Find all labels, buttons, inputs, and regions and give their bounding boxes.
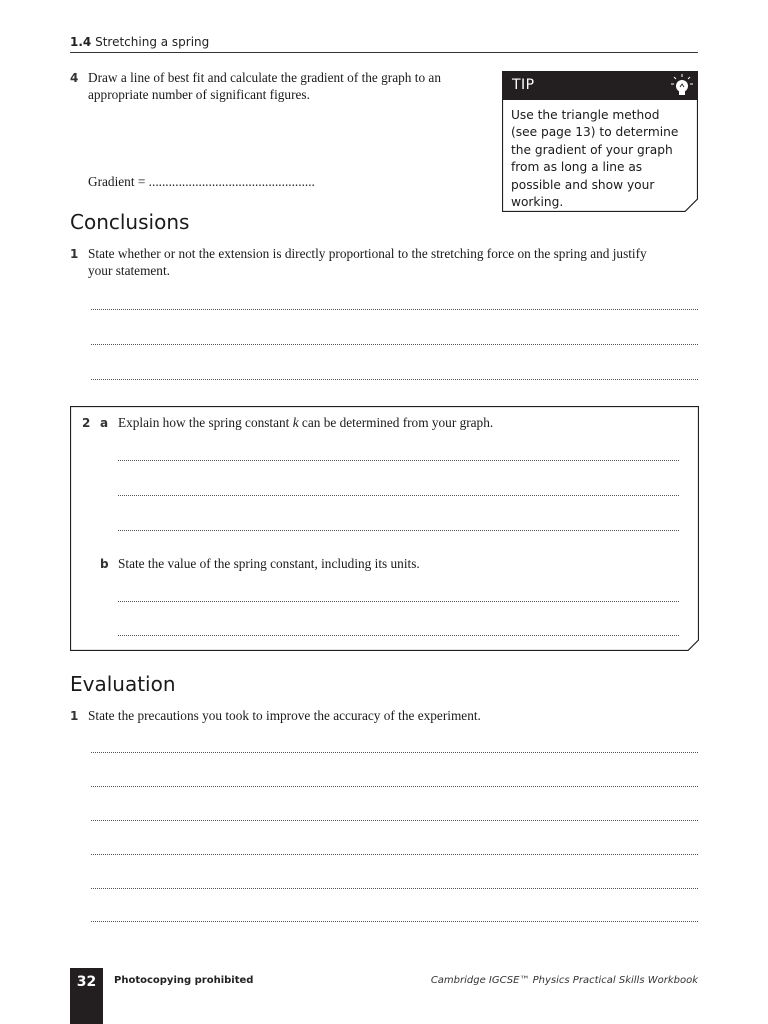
tip-line: (see page 13) to determine [511,125,679,140]
question-2a-text-after: can be determined from your graph. [298,415,494,430]
answer-line[interactable] [91,854,698,855]
section-number: 1.4 [70,35,92,49]
tip-line: working. [511,195,564,210]
page-number: 32 [76,974,97,990]
page-number-tab [70,968,103,1024]
header-divider [70,52,698,53]
answer-line[interactable] [91,309,698,310]
footer-notice: Photocopying prohibited [114,975,254,986]
question-2a-text [118,414,493,431]
answer-line[interactable] [118,601,679,602]
tip-title: TIP [512,77,535,93]
lightbulb-icon [669,73,695,99]
answer-line[interactable] [118,635,679,636]
question-2-box-border [70,406,699,651]
answer-line[interactable] [91,752,698,753]
question-number: 1 [70,709,79,723]
tip-text [511,107,691,211]
spring-constant-variable: k [292,415,299,430]
conclusions-q1-line-1: State whether or not the extension is directly proportional to the stretching force on the spring and justify [88,246,647,261]
question-2a-text-before: Explain how the spring constant [118,415,293,430]
tip-line: possible and show your [511,177,655,192]
question-number: 4 [70,71,79,85]
answer-line[interactable] [91,888,698,889]
answer-line[interactable] [118,530,679,531]
part-letter: a [100,416,109,430]
running-header [70,35,209,49]
tip-header [503,72,697,100]
question-number: 2 [82,416,91,430]
tip-line: the gradient of your graph [511,142,673,157]
footer-book-title: Cambridge IGCSE™ Physics Practical Skills Workbook [430,975,698,986]
answer-line[interactable] [91,786,698,787]
evaluation-question-1-text: State the precautions you took to improve the accuracy of the experiment. [88,708,481,723]
tip-line: Use the triangle method [511,108,660,122]
answer-line[interactable] [91,820,698,821]
answer-line[interactable] [91,921,698,922]
tip-box [502,71,698,212]
evaluation-heading: Evaluation [70,672,176,696]
conclusions-question-1-text [88,245,703,279]
question-2-box [70,406,699,651]
question-4-text [88,69,488,103]
answer-line[interactable] [91,344,698,345]
conclusions-q1-line-2: your statement. [88,263,170,278]
part-letter: b [100,557,109,571]
section-title: Stretching a spring [95,35,210,49]
answer-line[interactable] [118,460,679,461]
question-4-line-1: Draw a line of best fit and calculate the gradient of the graph to an [88,70,441,85]
answer-line[interactable] [118,495,679,496]
answer-line[interactable] [91,379,698,380]
gradient-answer-field[interactable]: Gradient = .................................................. [88,174,315,189]
tip-line: from as long a line as [511,160,643,175]
question-4-line-2: appropriate number of significant figures. [88,87,310,102]
question-2b-text: State the value of the spring constant, including its units. [118,556,420,571]
question-number: 1 [70,247,79,261]
conclusions-heading: Conclusions [70,210,190,234]
